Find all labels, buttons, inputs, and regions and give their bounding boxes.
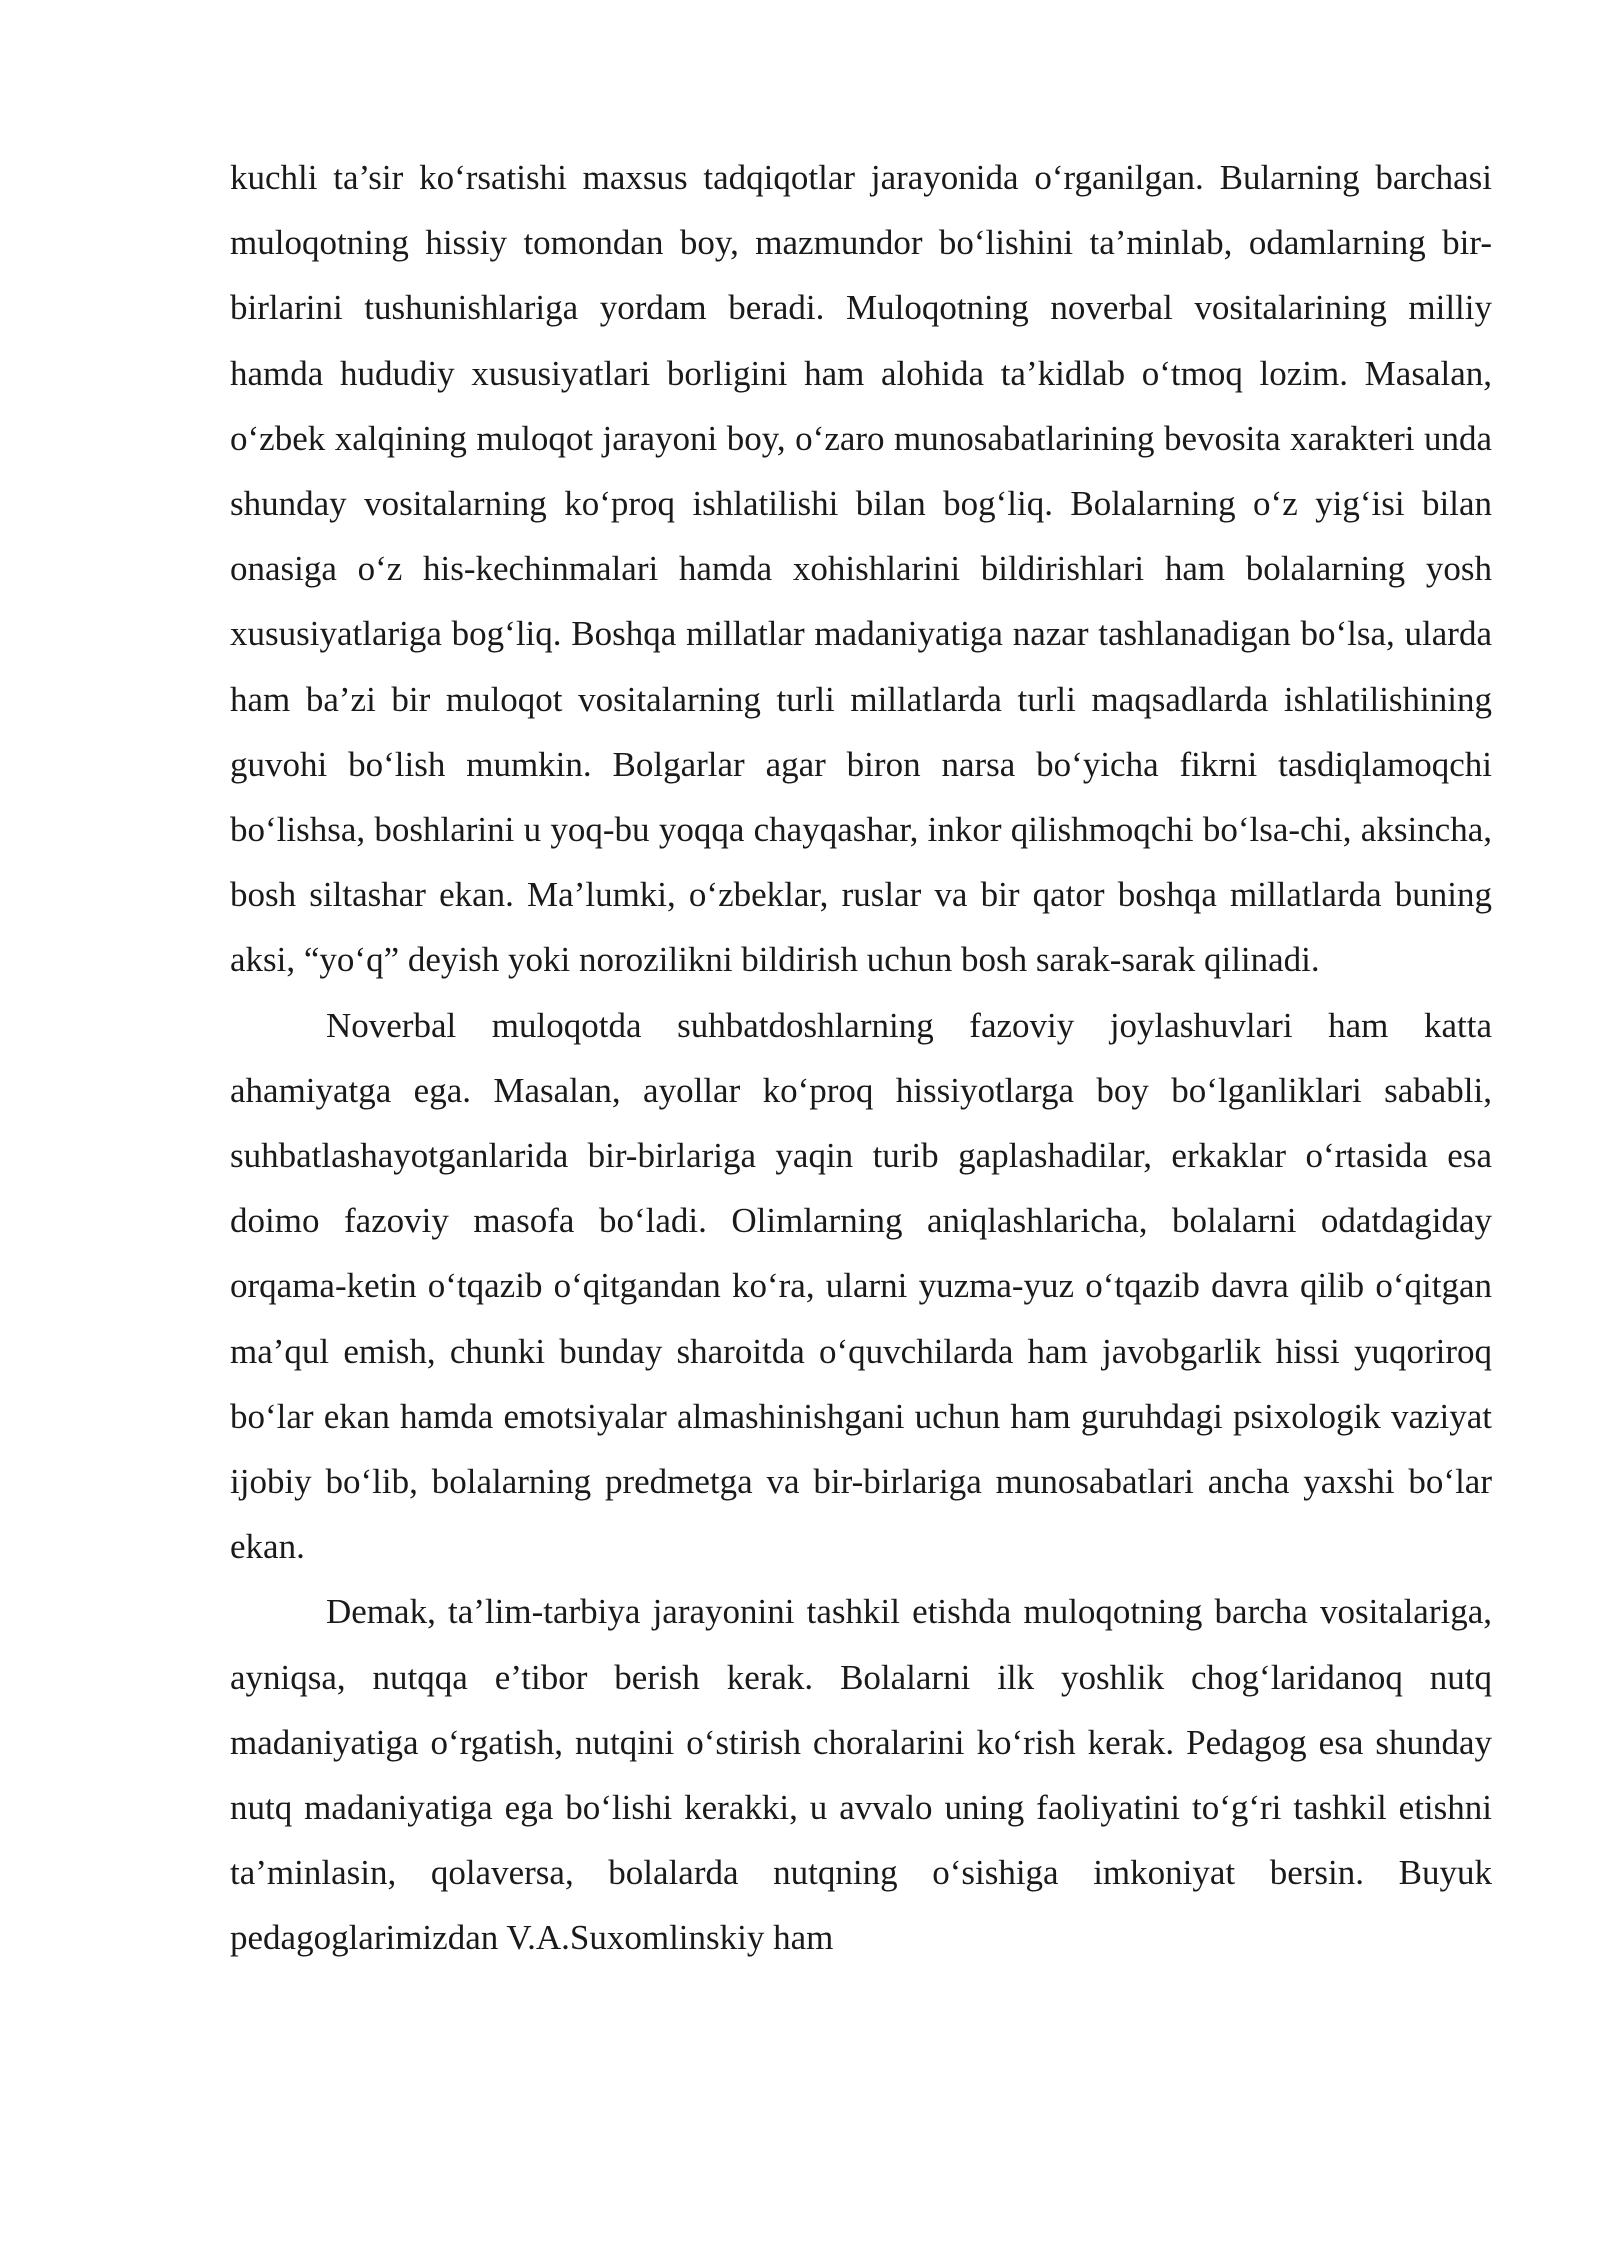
paragraph-noverbal-spatial: Noverbal muloqotda suhbatdoshlarning fazoviy joylashuvlari ham katta ahamiyatga ega. Masalan, ayollar ko‘proq hissiyotlarga boy bo‘lganliklari sababli, suhbatlashayotganlarida bir-birlariga yaqin turib gaplashadilar, erkaklar o‘rtasida esa doimo fazoviy masofa bo‘ladi. Olimlarning aniqlashlaricha, bolalarni odatdagiday orqama-ketin o‘tqazib o‘qitgandan ko‘ra, ularni yuzma-yuz o‘tqazib davra qilib o‘qitgan ma’qul emish, chunki bunday sharoitda o‘quvchilarda ham javobgarlik hissi yuqoriroq bo‘lar ekan hamda emotsiyalar almashinishgani uchun ham guruhdagi psixologik vaziyat ijobiy bo‘lib, bolalarning predmetga va bir-birlariga munosabatlari ancha yaxshi bo‘lar ekan. [230, 1005, 1492, 1567]
paragraph-conclusion: Demak, ta’lim-tarbiya jarayonini tashkil etishda muloqotning barcha vositalariga, ayniqsa, nutqqa e’tibor berish kerak. Bolalarni ilk yoshlik chog‘laridanoq nutq madaniyatiga o‘rgatish, nutqini o‘stirish choralarini ko‘rish kerak. Pedagog esa shunday nutq madaniyatiga ega bo‘lishi kerakki, u avvalo uning faoliyatini to‘g‘ri tashkil etishni ta’minlasin, qolaversa, bolalarda nutqning o‘sishiga imkoniyat bersin. Buyuk pedagoglarimizdan V.A.Suxomlinskiy ham [230, 1592, 1492, 1958]
paragraph-continuation: kuchli ta’sir ko‘rsatishi maxsus tadqiqotlar jarayonida o‘rganilgan. Bularning barchasi muloqotning hissiy tomondan boy, mazmundor bo‘lishini ta’minlab, odamlarning bir-birlarini tushunishlariga yordam beradi. Muloqotning noverbal vositalarining milliy hamda hududiy xususiyatlari borligini ham alohida ta’kidlab o‘tmoq lozim. Masalan, o‘zbek xalqining muloqot jarayoni boy, o‘zaro munosabatlarining bevosita xarakteri unda shunday vositalarning ko‘proq ishlatilishi bilan bog‘liq. Bolalarning o‘z yig‘isi bilan onasiga o‘z his-kechinmalari hamda xohishlarini bildirishlari ham bolalarning yosh xususiyatlariga bog‘liq. Boshqa millatlar madaniyatiga nazar tashlanadigan bo‘lsa, ularda ham ba’zi bir muloqot vositalarning turli millatlarda turli maqsadlarda ishlatilishining guvohi bo‘lish mumkin. Bolgarlar agar biron narsa bo‘yicha fikrni tasdiqlamoqchi bo‘lishsa, boshlarini u yoq-bu yoqqa chayqashar, inkor qilishmoqchi bo‘lsa-chi, aksincha, bosh siltashar ekan. Ma’lumki, o‘zbeklar, ruslar va bir qator boshqa millatlarda buning aksi, “yo‘q” deyish yoki norozilikni bildirish uchun bosh sarak-sarak qilinadi. [230, 158, 1492, 980]
document-body [230, 145, 1492, 1971]
